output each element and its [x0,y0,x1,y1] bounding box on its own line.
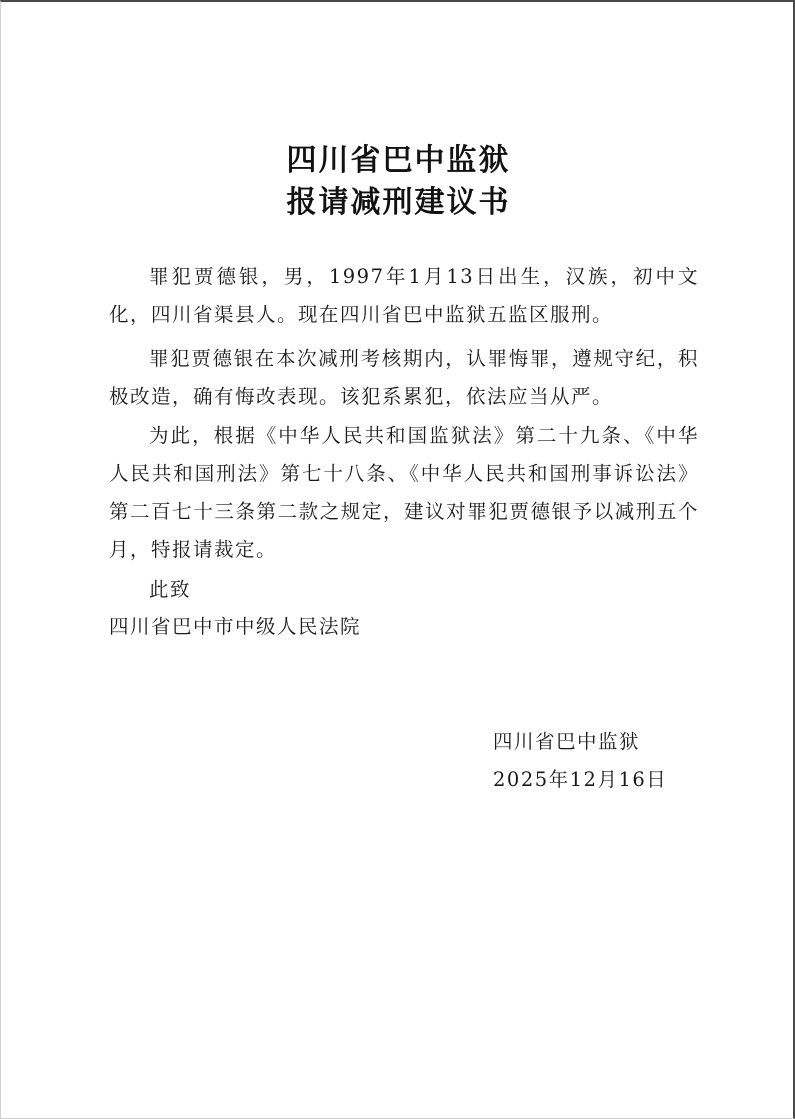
signature-organization: 四川省巴中监狱 [493,730,641,753]
paragraph-behavior-assessment: 罪犯贾德银在本次减刑考核期内，认罪悔罪，遵规守纪，积极改造，确有悔改表现。该犯系累犯，依法应当从严。 [109,347,699,408]
paragraph-legal-basis: 为此，根据《中华人民共和国监狱法》第二十九条、《中华人民共和国刑法》第七十八条、《中华人民共和国刑事诉讼法》第二百七十三条第二款之规定，建议对罪犯贾德银予以减刑五个月，特报请裁定。 [109,424,699,561]
recipient-court: 四川省巴中市中级人民法院 [109,615,362,638]
paragraph-criminal-info: 罪犯贾德银，男，1997年1月13日出生，汉族，初中文化，四川省渠县人。现在四川省巴中监狱五监区服刑。 [109,265,699,326]
salutation: 此致 [149,578,192,601]
document-title-org: 四川省巴中监狱 [286,143,511,178]
signature-date: 2025年12月16日 [493,768,668,791]
document-title-type: 报请减刑建议书 [286,185,511,220]
